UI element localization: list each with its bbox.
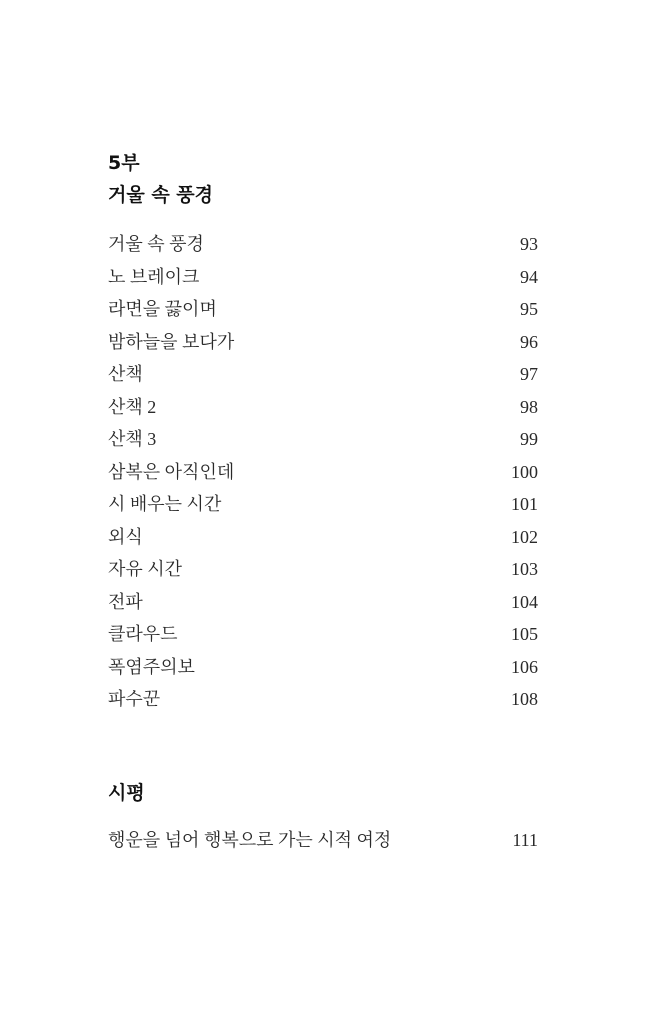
part-label: 5부 [108, 152, 140, 174]
toc-entry-title: 산책 2 [108, 396, 157, 417]
part5-toc-list [108, 228, 538, 716]
toc-entry-title: 산책 [108, 364, 143, 384]
toc-entry[interactable] [108, 423, 538, 456]
toc-entry-page: 106 [511, 656, 538, 677]
toc-entry-page: 102 [511, 526, 538, 547]
toc-entry-page: 105 [511, 624, 538, 644]
toc-entry-title: 외식 [108, 526, 143, 547]
toc-entry-title: 폭염주의보 [108, 656, 195, 677]
toc-entry-title: 밤하늘을 보다가 [108, 331, 235, 352]
toc-entry[interactable] [108, 824, 538, 857]
toc-entry-page: 97 [520, 364, 538, 384]
review-title: 시평 [108, 782, 145, 804]
review-toc-list [108, 824, 538, 857]
toc-entry[interactable] [108, 228, 538, 261]
part5-section [108, 150, 538, 716]
toc-entry[interactable] [108, 293, 538, 326]
toc-entry-page: 94 [520, 266, 538, 287]
toc-entry-page: 111 [512, 830, 538, 850]
toc-entry[interactable] [108, 521, 538, 554]
toc-entry-page: 99 [520, 429, 538, 449]
toc-entry[interactable] [108, 586, 538, 619]
toc-entry-page: 93 [520, 234, 538, 254]
toc-entry[interactable] [108, 456, 538, 489]
toc-entry-title: 전파 [108, 591, 143, 612]
toc-entry[interactable] [108, 358, 538, 391]
toc-entry-page: 104 [511, 591, 538, 612]
toc-entry-page: 103 [511, 559, 538, 579]
toc-entry-title: 삼복은 아직인데 [108, 461, 235, 482]
toc-entry-title: 거울 속 풍경 [108, 234, 204, 254]
toc-entry[interactable] [108, 391, 538, 424]
toc-entry-title: 시 배우는 시간 [108, 494, 222, 514]
toc-entry[interactable] [108, 651, 538, 684]
toc-entry-title: 자유 시간 [108, 559, 183, 579]
toc-entry-title: 노 브레이크 [108, 266, 200, 287]
toc-entry-title: 클라우드 [108, 624, 178, 644]
toc-entry-page: 96 [520, 331, 538, 352]
toc-entry-page: 108 [511, 689, 538, 709]
toc-entry-title: 파수꾼 [108, 689, 161, 709]
toc-entry[interactable] [108, 261, 538, 294]
toc-entry[interactable] [108, 683, 538, 716]
toc-entry-title: 행운을 넘어 행복으로 가는 시적 여정 [108, 830, 392, 850]
toc-entry-page: 98 [520, 396, 538, 417]
toc-entry-page: 100 [511, 461, 538, 482]
toc-entry-title: 산책 3 [108, 429, 157, 449]
toc-entry[interactable] [108, 326, 538, 359]
toc-entry[interactable] [108, 488, 538, 521]
part-title: 거울 속 풍경 [108, 184, 213, 206]
toc-entry-page: 95 [520, 299, 538, 319]
toc-entry[interactable] [108, 618, 538, 651]
toc-entry-page: 101 [511, 494, 538, 514]
review-section [108, 780, 538, 857]
toc-entry[interactable] [108, 553, 538, 586]
toc-entry-title: 라면을 끓이며 [108, 299, 217, 319]
